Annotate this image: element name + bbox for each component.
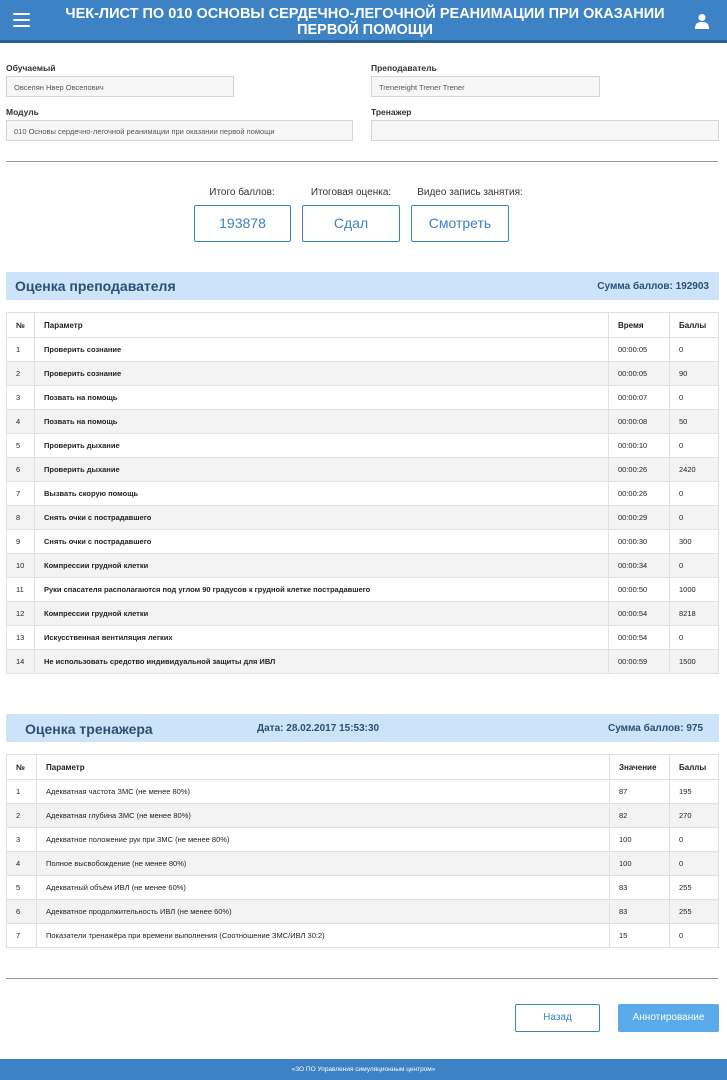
cell-number: 2	[7, 362, 35, 386]
cell-time: 00:00:05	[609, 362, 670, 386]
table-row	[7, 458, 719, 482]
col-score: Баллы	[670, 755, 719, 780]
trainee-label: Обучаемый	[6, 63, 56, 73]
table-row	[7, 602, 719, 626]
cell-time: 00:00:59	[609, 650, 670, 674]
cell-parameter: Проверить сознание	[35, 362, 609, 386]
teacher-eval-table	[6, 312, 719, 674]
cell-score: 0	[670, 852, 719, 876]
cell-parameter: Проверить дыхание	[35, 458, 609, 482]
table-row	[7, 362, 719, 386]
table-row	[7, 434, 719, 458]
cell-score: 0	[670, 386, 719, 410]
cell-parameter: Позвать на помощь	[35, 410, 609, 434]
cell-score: 8218	[670, 602, 719, 626]
simulator-eval-sum: Сумма баллов: 975	[607, 723, 703, 734]
cell-number: 6	[7, 900, 37, 924]
cell-number: 2	[7, 804, 37, 828]
table-row	[7, 578, 719, 602]
teacher-label: Преподаватель	[371, 63, 437, 73]
cell-score: 50	[670, 410, 719, 434]
module-label: Модуль	[6, 107, 39, 117]
table-row	[7, 876, 719, 900]
cell-score: 90	[670, 362, 719, 386]
cell-number: 5	[7, 876, 37, 900]
cell-parameter: Адекватная частота ЗМС (не менее 80%)	[37, 780, 610, 804]
cell-score: 300	[670, 530, 719, 554]
cell-number: 11	[7, 578, 35, 602]
col-number: №	[7, 313, 35, 338]
page-title: ЧЕК-ЛИСТ ПО 010 ОСНОВЫ СЕРДЕЧНО-ЛЕГОЧНОЙ РЕАНИМАЦИИ ПРИ ОКАЗАНИИ ПЕРВОЙ ПОМОЩИ	[65, 6, 665, 38]
cell-parameter: Проверить дыхание	[35, 434, 609, 458]
cell-time: 00:00:26	[609, 482, 670, 506]
top-header	[0, 0, 727, 43]
cell-score: 0	[670, 554, 719, 578]
annotate-button[interactable]: Аннотирование	[618, 1004, 719, 1032]
cell-number: 9	[7, 530, 35, 554]
teacher-field[interactable]: Trenereight Trener Trener	[371, 76, 600, 97]
cell-parameter: Руки спасателя располагаются под углом 90 градусов к грудной клетке пострадавшего	[35, 578, 609, 602]
simulator-label: Тренажер	[371, 107, 412, 117]
col-parameter: Параметр	[35, 313, 609, 338]
cell-parameter: Показатели тренажёра при времени выполнения (Соотношение ЗМС/ИВЛ 30:2)	[37, 924, 610, 948]
cell-score: 0	[670, 626, 719, 650]
cell-number: 10	[7, 554, 35, 578]
cell-time: 00:00:08	[609, 410, 670, 434]
col-value: Значение	[610, 755, 670, 780]
cell-time: 00:00:26	[609, 458, 670, 482]
table-row	[7, 410, 719, 434]
footer: «ЗО ПО Управления симуляционным центром»	[0, 1059, 727, 1080]
cell-number: 8	[7, 506, 35, 530]
total-score-label: Итого баллов:	[209, 187, 275, 198]
cell-time: 00:00:34	[609, 554, 670, 578]
table-row	[7, 804, 719, 828]
cell-time: 00:00:54	[609, 626, 670, 650]
table-row	[7, 852, 719, 876]
table-row	[7, 650, 719, 674]
cell-time: 00:00:10	[609, 434, 670, 458]
col-time: Время	[609, 313, 670, 338]
cell-score: 0	[670, 338, 719, 362]
cell-number: 4	[7, 410, 35, 434]
cell-number: 1	[7, 780, 37, 804]
cell-parameter: Проверить сознание	[35, 338, 609, 362]
trainee-field[interactable]: Овсепян Нвер Овсепович	[6, 76, 234, 97]
cell-parameter: Позвать на помощь	[35, 386, 609, 410]
cell-parameter: Адекватный объём ИВЛ (не менее 60%)	[37, 876, 610, 900]
cell-parameter: Снять очки с пострадавшего	[35, 530, 609, 554]
simulator-field[interactable]	[371, 120, 719, 141]
cell-score: 195	[670, 780, 719, 804]
teacher-eval-sum: Сумма баллов: 192903	[597, 281, 709, 292]
cell-number: 3	[7, 828, 37, 852]
cell-parameter: Адекватная глубина ЗМС (не менее 80%)	[37, 804, 610, 828]
cell-number: 7	[7, 482, 35, 506]
simulator-eval-title: Оценка тренажера	[25, 721, 153, 737]
cell-value: 87	[610, 780, 670, 804]
video-label: Видео запись занятия:	[417, 187, 523, 198]
cell-time: 00:00:30	[609, 530, 670, 554]
cell-number: 7	[7, 924, 37, 948]
divider	[6, 978, 718, 979]
divider	[6, 161, 718, 162]
cell-score: 255	[670, 900, 719, 924]
cell-parameter: Компрессии грудной клетки	[35, 602, 609, 626]
table-row	[7, 506, 719, 530]
cell-value: 100	[610, 828, 670, 852]
cell-score: 1000	[670, 578, 719, 602]
cell-number: 13	[7, 626, 35, 650]
final-grade-value: Сдал	[302, 205, 400, 242]
cell-number: 4	[7, 852, 37, 876]
cell-number: 1	[7, 338, 35, 362]
cell-score: 255	[670, 876, 719, 900]
cell-number: 6	[7, 458, 35, 482]
cell-parameter: Полное высвобождение (не менее 80%)	[37, 852, 610, 876]
cell-parameter: Снять очки с пострадавшего	[35, 506, 609, 530]
teacher-eval-title: Оценка преподавателя	[15, 278, 176, 294]
watch-video-button[interactable]: Смотреть	[411, 205, 509, 242]
cell-score: 0	[670, 434, 719, 458]
cell-parameter: Вызвать скорую помощь	[35, 482, 609, 506]
cell-time: 00:00:05	[609, 338, 670, 362]
cell-value: 83	[610, 900, 670, 924]
col-score: Баллы	[670, 313, 719, 338]
cell-parameter: Адекватное положение рук при ЗМС (не менее 80%)	[37, 828, 610, 852]
simulator-eval-header	[6, 714, 719, 742]
user-icon[interactable]	[695, 13, 709, 29]
table-row	[7, 900, 719, 924]
cell-parameter: Искусственная вентиляция легких	[35, 626, 609, 650]
col-parameter: Параметр	[37, 755, 610, 780]
table-row	[7, 386, 719, 410]
table-row	[7, 338, 719, 362]
cell-time: 00:00:07	[609, 386, 670, 410]
cell-number: 5	[7, 434, 35, 458]
cell-time: 00:00:50	[609, 578, 670, 602]
cell-value: 83	[610, 876, 670, 900]
table-row	[7, 482, 719, 506]
cell-value: 82	[610, 804, 670, 828]
table-row	[7, 780, 719, 804]
cell-score: 0	[670, 506, 719, 530]
cell-score: 0	[670, 482, 719, 506]
cell-score: 0	[670, 828, 719, 852]
cell-time: 00:00:29	[609, 506, 670, 530]
cell-score: 0	[670, 924, 719, 948]
back-button[interactable]: Назад	[515, 1004, 600, 1032]
hamburger-menu-icon[interactable]	[13, 13, 30, 27]
cell-number: 14	[7, 650, 35, 674]
cell-parameter: Компрессии грудной клетки	[35, 554, 609, 578]
simulator-eval-table	[6, 754, 719, 948]
cell-score: 2420	[670, 458, 719, 482]
table-row	[7, 828, 719, 852]
col-number: №	[7, 755, 37, 780]
total-score-value: 193878	[194, 205, 291, 242]
simulator-eval-date: Дата: 28.02.2017 15:53:30	[257, 723, 380, 734]
table-row	[7, 530, 719, 554]
final-grade-label: Итоговая оценка:	[310, 187, 392, 198]
cell-value: 100	[610, 852, 670, 876]
cell-parameter: Не использовать средство индивидуальной защиты для ИВЛ	[35, 650, 609, 674]
table-row	[7, 626, 719, 650]
table-row	[7, 924, 719, 948]
cell-number: 12	[7, 602, 35, 626]
cell-parameter: Адекватное продолжительность ИВЛ (не менее 60%)	[37, 900, 610, 924]
cell-time: 00:00:54	[609, 602, 670, 626]
teacher-eval-header	[6, 272, 719, 300]
cell-score: 1500	[670, 650, 719, 674]
cell-value: 15	[610, 924, 670, 948]
cell-score: 270	[670, 804, 719, 828]
table-row	[7, 554, 719, 578]
module-field[interactable]: 010 Основы сердечно-легочной реанимации при оказании первой помощи	[6, 120, 353, 141]
cell-number: 3	[7, 386, 35, 410]
